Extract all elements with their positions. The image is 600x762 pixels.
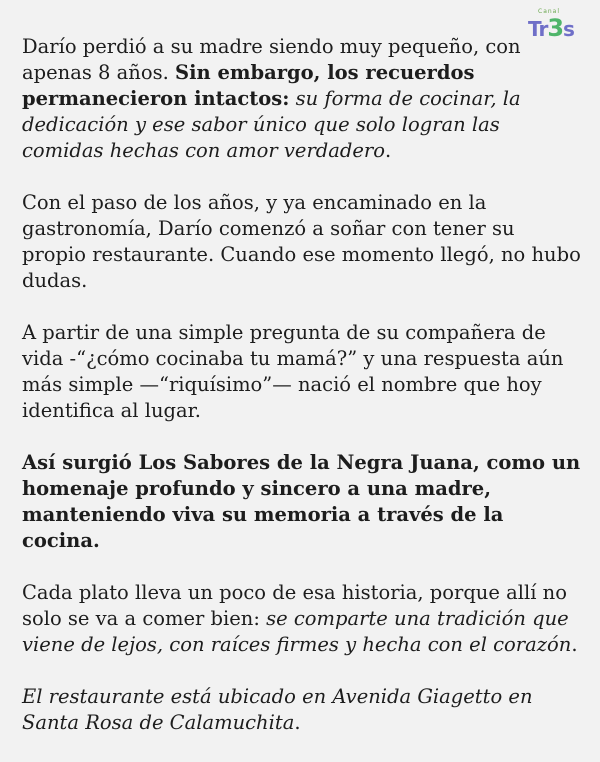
logo-t: Tr <box>528 17 548 41</box>
p1-bold-phrase: Sin embargo, los recuerdos permanecieron intactos: <box>22 61 475 110</box>
p5-italic-phrase: se comparte una tradición que viene de lejos, con raíces firmes y hecha con el corazón <box>22 607 572 656</box>
logo-s: s <box>563 17 574 41</box>
paragraph-3: A partir de una simple pregunta de su compañera de vida -“¿cómo cocinaba tu mamá?” y una respuesta aún más simple —“riquísimo”— nació el nombre que hoy identifica al lugar. <box>22 321 564 422</box>
p5-period: . <box>571 633 578 656</box>
p6-period: . <box>294 711 301 734</box>
p6-italic-location: El restaurante está ubicado en Avenida Giagetto en Santa Rosa de Calamuchita <box>22 685 533 734</box>
p1-period: . <box>384 139 392 162</box>
paragraph-2: Con el paso de los años, y ya encaminado en la gastronomía, Darío comenzó a soñar con tener su propio restaurante. Cuando ese momento llegó, no hubo dudas. <box>22 191 581 292</box>
logo-top-text: Canal <box>538 8 561 15</box>
paragraph-4-bold: Así surgió Los Sabores de la Negra Juana, como un homenaje profundo y sincero a una madre, manteniendo viva su memoria a través de la cocina. <box>22 451 581 552</box>
article-body <box>22 34 582 762</box>
paragraph-1 <box>22 34 582 164</box>
p1-italic-phrase: su forma de cocinar, la dedicación y ese sabor único que solo logran las comidas hechas con amor verdadero <box>22 87 521 162</box>
p1-sentence-1: Darío perdió a su madre siendo muy pequeño, con apenas 8 años. <box>22 35 521 84</box>
paragraph-6 <box>22 684 582 736</box>
paragraph-5 <box>22 580 582 658</box>
p5-sentence-1: Cada plato lleva un poco de esa historia, porque allí no solo se va a comer bien: <box>22 581 567 630</box>
logo-three: 3 <box>547 14 564 42</box>
